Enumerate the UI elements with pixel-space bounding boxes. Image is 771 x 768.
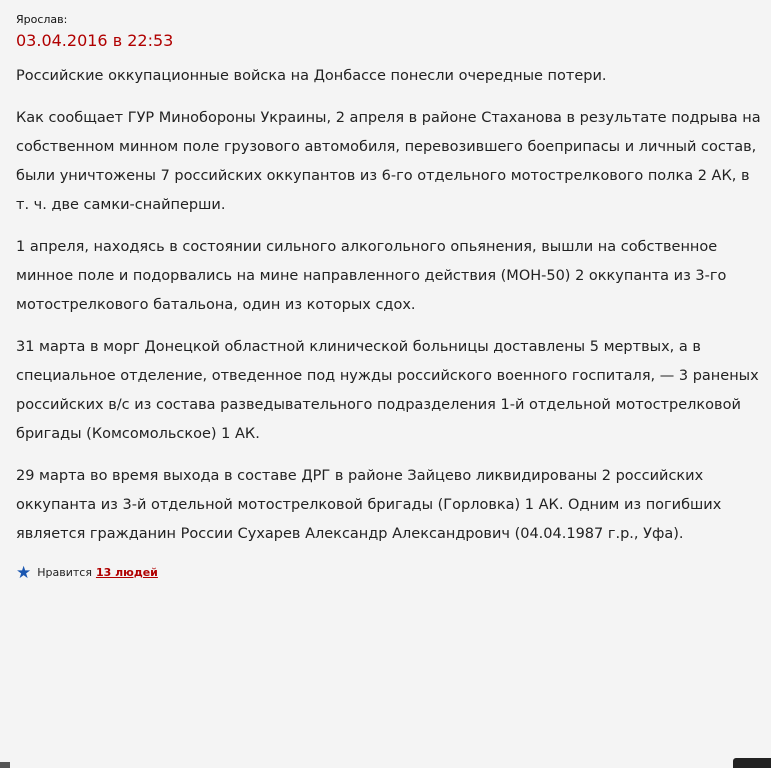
- comment-paragraph: 1 апреля, находясь в состоянии сильного алкогольного опьянения, вышли на собственное минное поле и подорвались на мине направленного действия (МОН-50) 2 оккупанта из 3-го мотострелкового батальона, один из которых сдох.: [16, 239, 727, 313]
- comment-author: Ярослав:: [16, 13, 68, 26]
- scroll-to-top-tab[interactable]: [733, 758, 771, 768]
- comment-paragraph: Российские оккупационные войска на Донбассе понесли очередные потери.: [16, 68, 607, 84]
- comment-paragraph: Как сообщает ГУР Минобороны Украины, 2 апреля в районе Стаханова в результате подрыва на собственном минном поле грузового автомобиля, перевозившего боеприпасы и личный состав, были уничтожены 7 российских оккупантов из 6-го отдельного мотострелкового полка 2 АК, в т. ч. две самки-снайперши.: [16, 110, 761, 213]
- star-icon: ★: [16, 563, 32, 583]
- comment-body: [16, 62, 761, 549]
- edge-mark: [0, 762, 10, 768]
- likes-count-link[interactable]: 13 людей: [95, 566, 158, 579]
- comment-date: 03.04.2016 в 22:53: [16, 31, 174, 50]
- comment: [16, 10, 761, 581]
- likes-label: Нравится: [37, 566, 92, 579]
- likes-bar: [16, 565, 761, 581]
- comment-paragraph: 29 марта во время выхода в составе ДРГ в районе Зайцево ликвидированы 2 российских оккупанта из 3-й отдельной мотострелковой бригады (Горловка) 1 АК. Одним из погибших является гражданин России Сухарев Александр Александрович (04.04.1987 г.р., Уфа).: [16, 468, 722, 542]
- comment-paragraph: 31 марта в морг Донецкой областной клинической больницы доставлены 5 мертвых, а в специальное отделение, отведенное под нужды российского военного госпиталя, — 3 раненых российских в/с из состава разведывательного подразделения 1-й отдельной мотострелковой бригады (Комсомольское) 1 АК.: [16, 339, 759, 442]
